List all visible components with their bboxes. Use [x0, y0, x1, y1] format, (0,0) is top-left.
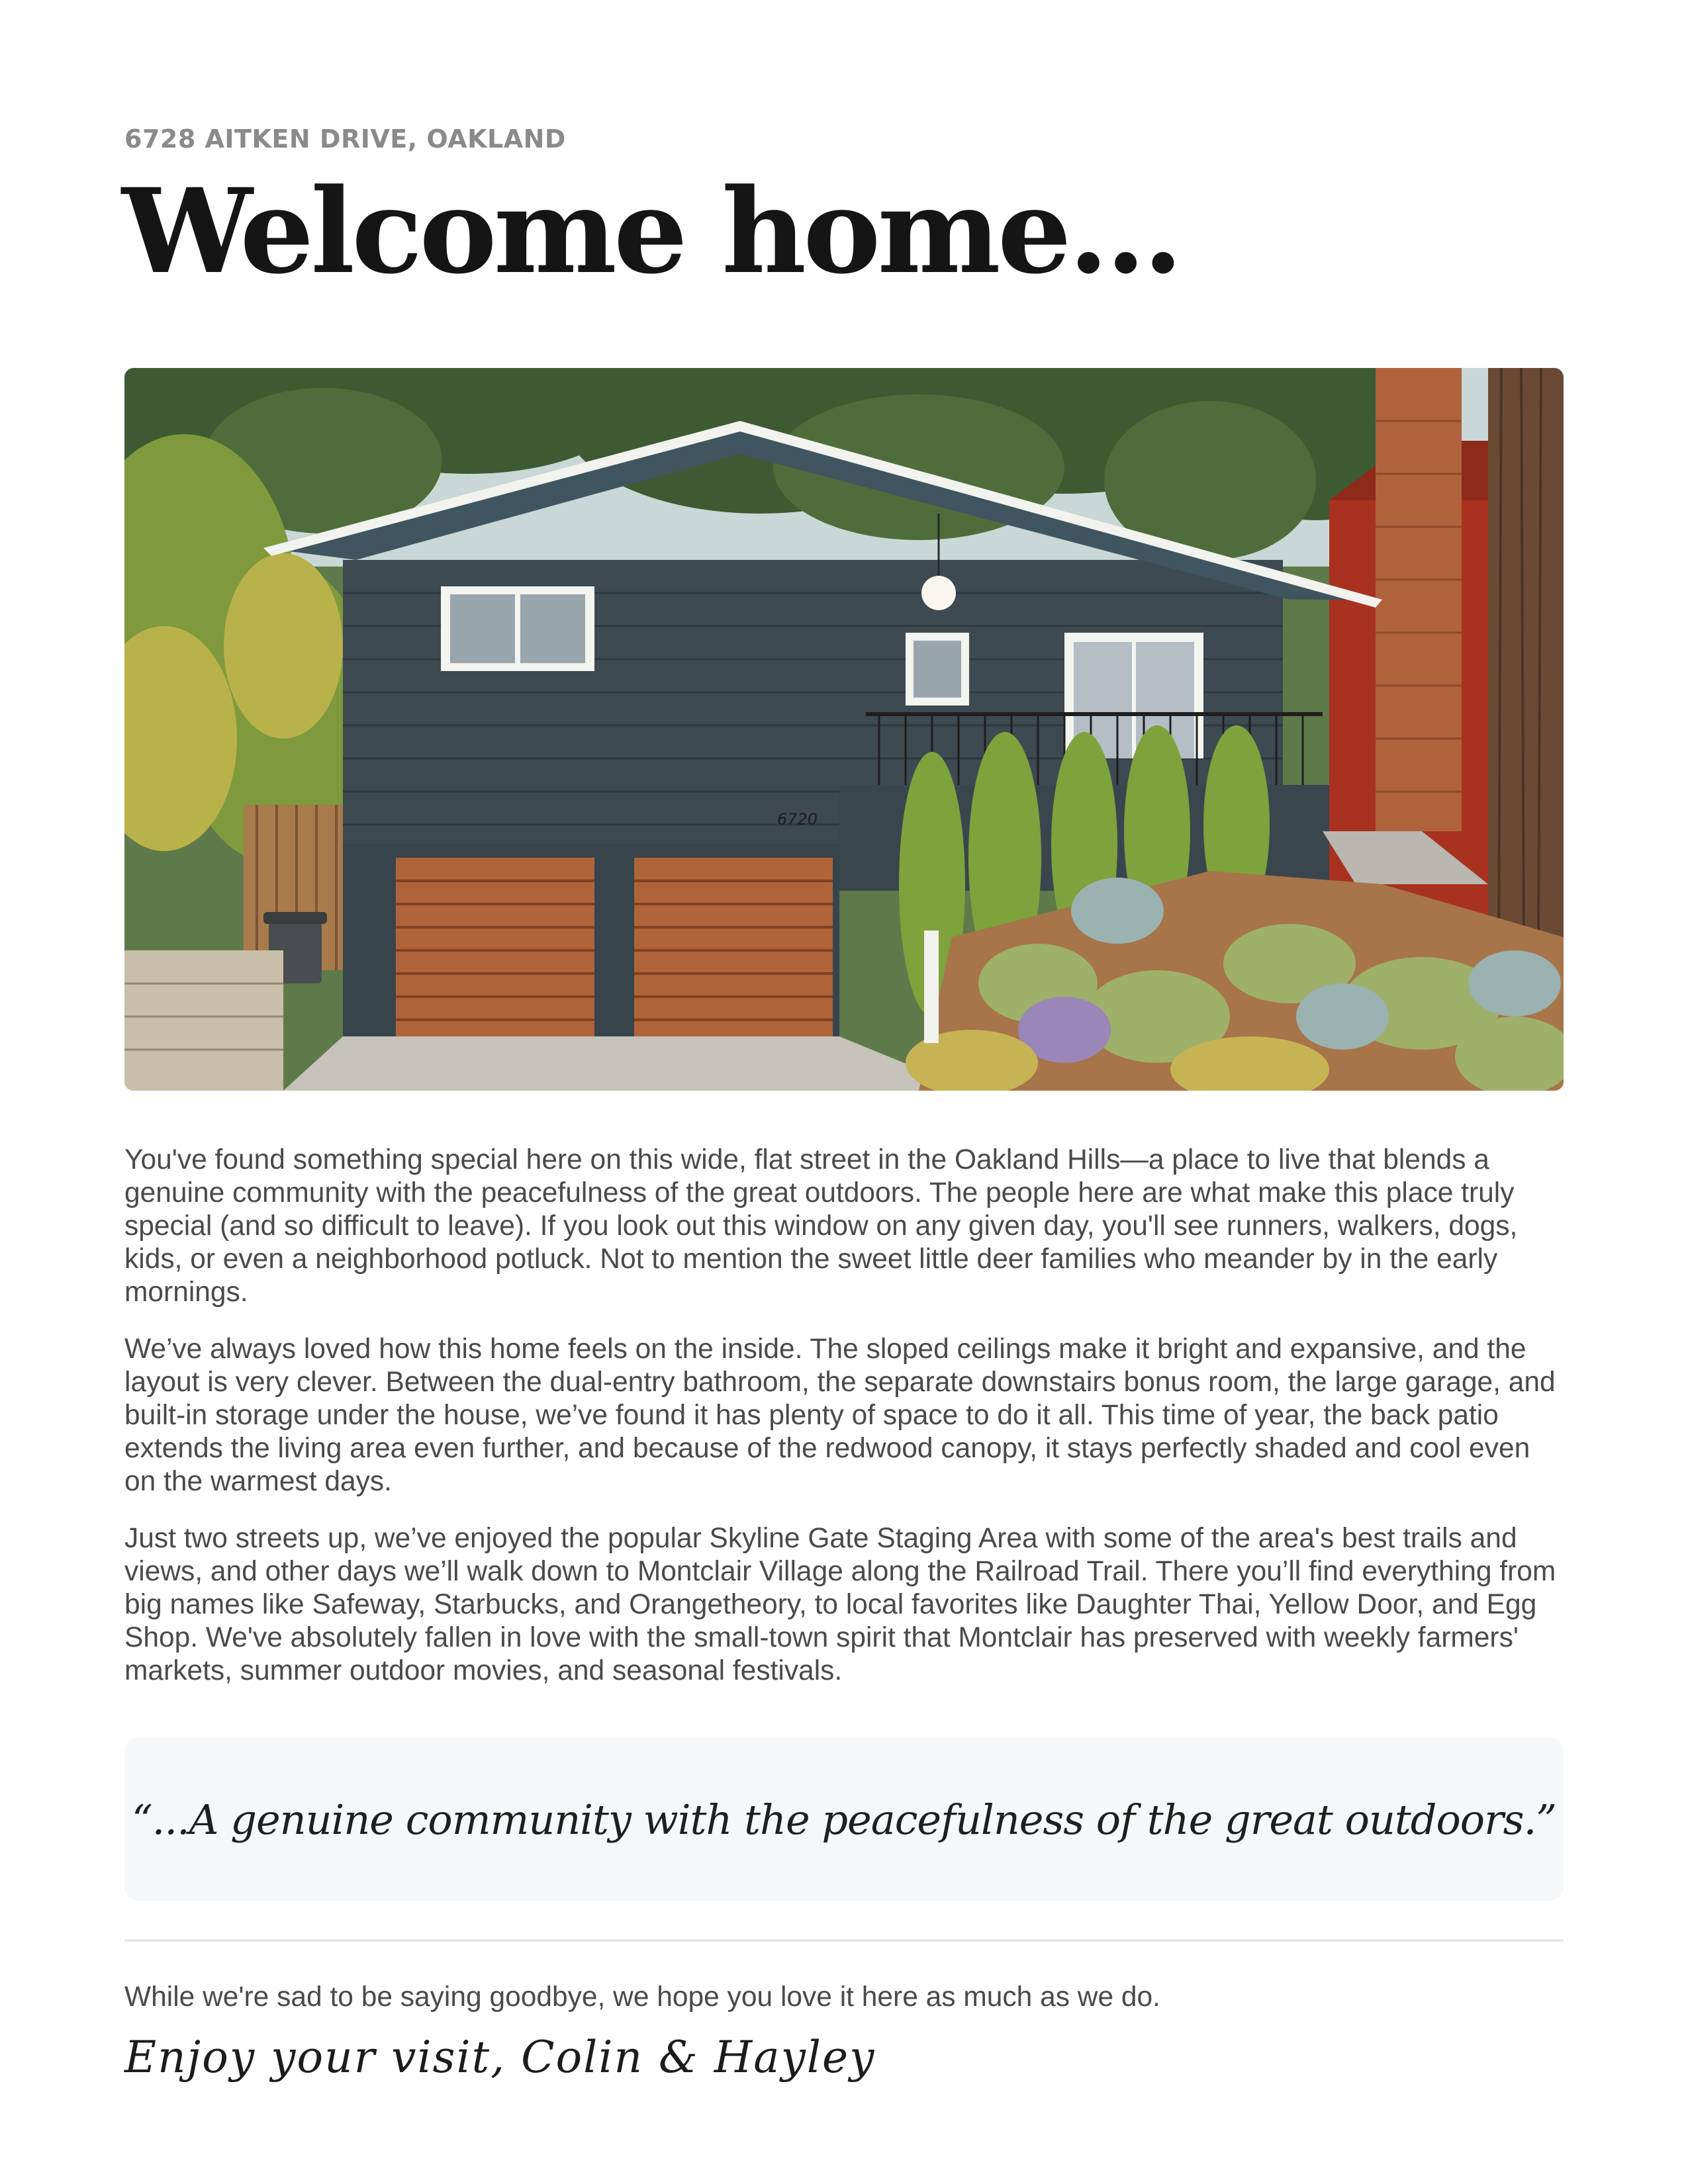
property-address: 6728 AITKEN DRIVE, OAKLAND	[124, 124, 566, 154]
pull-quote: “...A genuine community with the peacefulness of the great outdoors.”	[131, 1795, 1556, 1844]
goodbye-note: While we're sad to be saying goodbye, we hope you love it here as much as we do.	[124, 1981, 1160, 2013]
house-number: 6720	[777, 810, 818, 829]
house-illustration-svg	[124, 368, 1564, 1091]
story-paragraph-1: You've found something special here on this wide, flat street in the Oakland Hills—a place to live that blends a genuine community with the peacefulness of the great outdoors. The people here are what make this place truly special (and so difficult to leave). If you look out this window on any given day, you'll see runners, walkers, dogs, kids, or even a neighborhood potluck. Not to mention the sweet little deer families who meander by in the early mornings.	[124, 1144, 1518, 1308]
pull-quote-box	[124, 1738, 1564, 1901]
flyer-page	[124, 0, 1564, 2184]
story-paragraph-2: We’ve always loved how this home feels on the inside. The sloped ceilings make it bright and expansive, and the layout is very clever. Between the dual-entry bathroom, the separate downstairs bonus room, the large garage, and built-in storage under the house, we’ve found it has plenty of space to do it all. This time of year, the back patio extends the living area even further, and because of the redwood canopy, it stays perfectly shaded and cool even on the warmest days.	[124, 1334, 1556, 1497]
page-title: Welcome home...	[122, 163, 1180, 300]
story-paragraph-3: Just two streets up, we’ve enjoyed the popular Skyline Gate Staging Area with some of the area's best trails and views, and other days we’ll walk down to Montclair Village along the Railroad Trail. There you’ll find everything from big names like Safeway, Starbucks, and Orangetheory, to local favorites like Daughter Thai, Yellow Door, and Egg Shop. We've absolutely fallen in love with the small-town spirit that Montclair has preserved with weekly farmers' markets, summer outdoor movies, and seasonal festivals.	[124, 1523, 1556, 1686]
signature: Enjoy your visit, Colin & Hayley	[124, 2032, 876, 2083]
divider	[124, 1939, 1564, 1942]
house-illustration	[124, 368, 1564, 1091]
story-text	[124, 1144, 1564, 1711]
